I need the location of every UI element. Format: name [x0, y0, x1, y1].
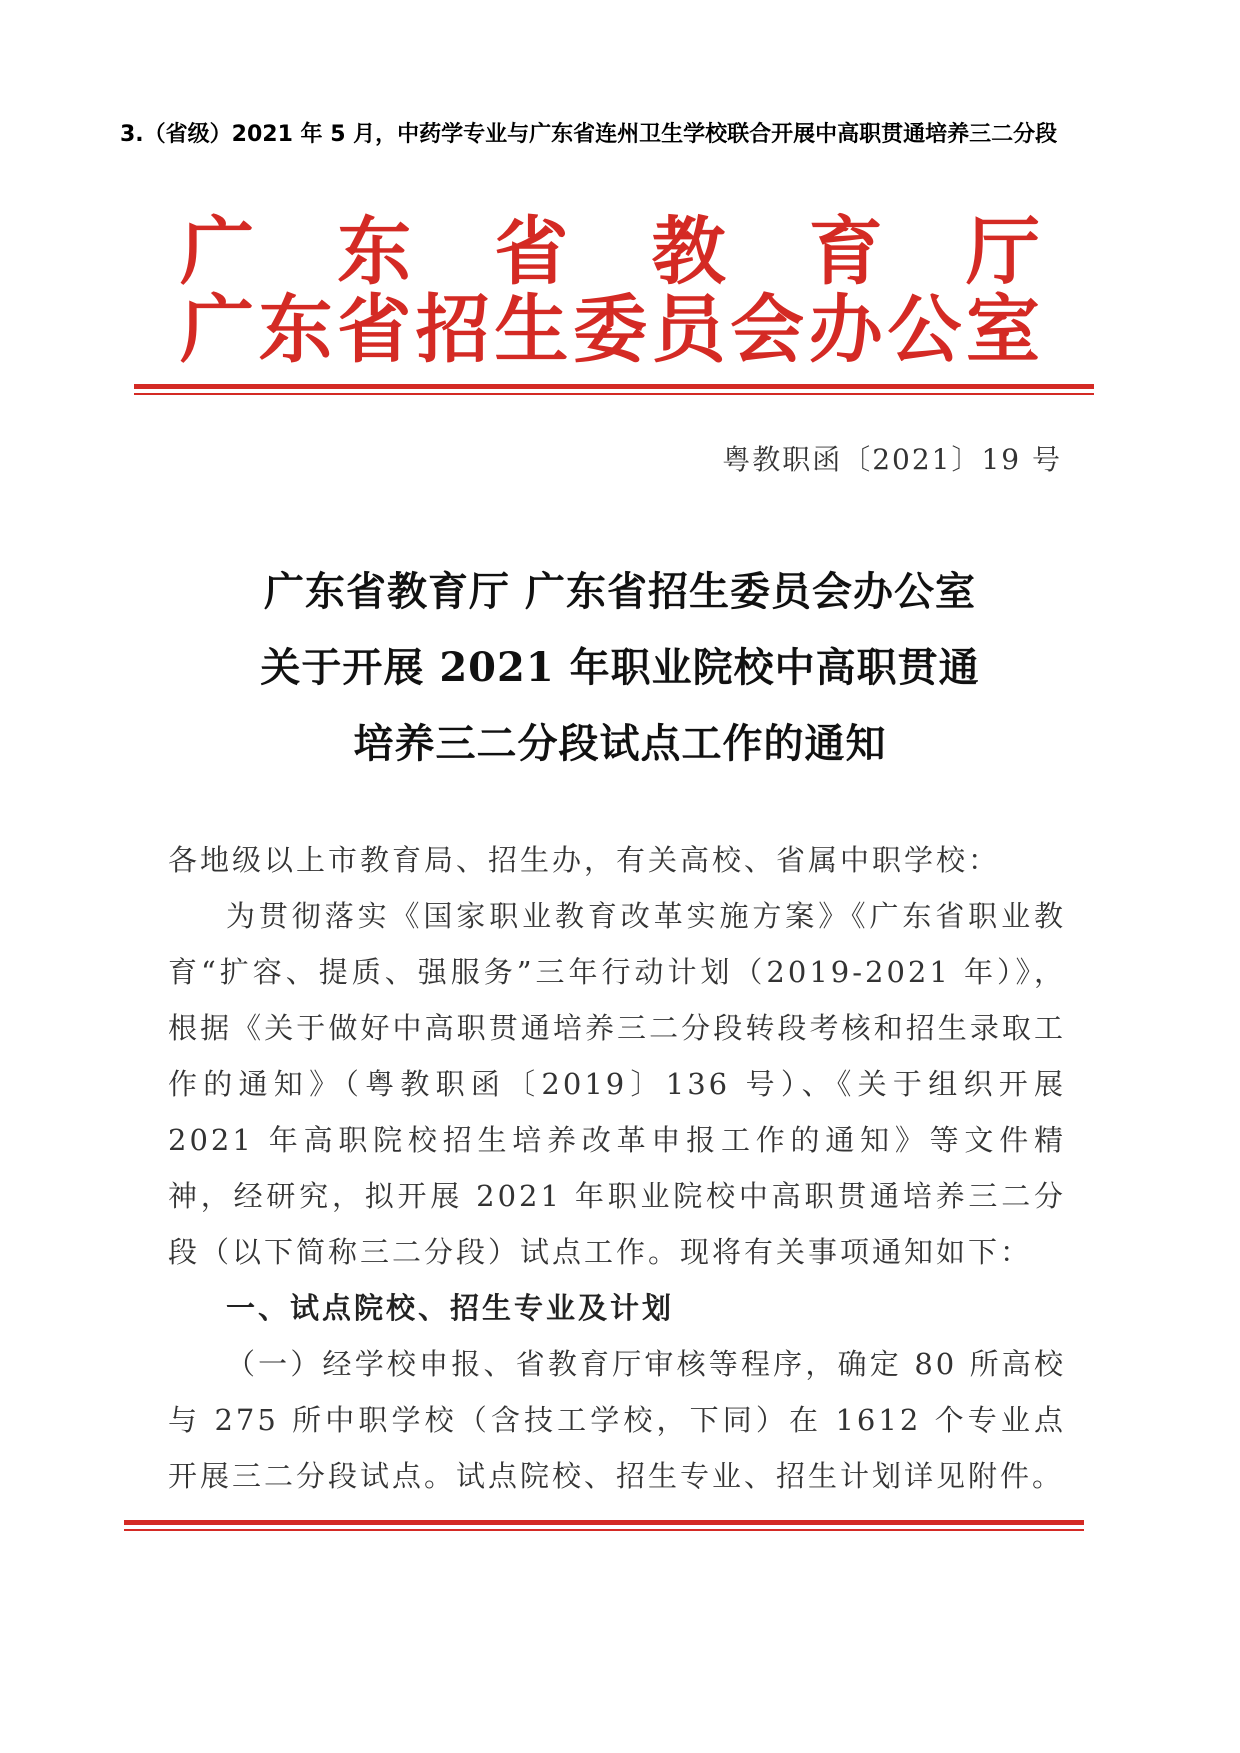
notice-body [168, 832, 1066, 1504]
letterhead-char: 育 [808, 209, 883, 295]
salutation: 各地级以上市教育局、招生办，有关高校、省属中职学校： [168, 843, 1001, 877]
letterhead-char: 生 [494, 287, 569, 373]
letterhead-char: 员 [651, 287, 726, 373]
letterhead-char: 广 [180, 209, 254, 295]
section-heading-1: 一、试点院校、招生专业及计划 [226, 1291, 675, 1325]
letterhead-char: 委 [572, 287, 647, 373]
notice-title-line-3: 培养三二分段试点工作的通知 [353, 720, 887, 767]
letterhead-char: 东 [337, 209, 412, 295]
letterhead-char: 教 [651, 209, 726, 295]
letterhead-char: 会 [730, 287, 805, 373]
page-caption: 3.（省级）2021 年 5 月，中药学专业与广东省连州卫生学校联合开展中高职贯通培养三二分段 [120, 122, 1058, 147]
letterhead-char: 室 [965, 287, 1040, 373]
header-red-rule-thin [134, 393, 1094, 395]
letterhead-char: 东 [258, 287, 333, 373]
letterhead-char: 省 [494, 209, 569, 295]
letterhead-line-1 [180, 209, 1040, 295]
document-number: 粤教职函〔2021〕19 号 [722, 443, 1062, 476]
footer-red-rule [124, 1520, 1084, 1525]
letterhead-char: 省 [337, 287, 412, 373]
notice-title-line-2: 关于开展 2021 年职业院校中高职贯通 [260, 644, 980, 691]
letterhead-char: 公 [887, 287, 962, 373]
letterhead-char: 厅 [965, 209, 1040, 295]
notice-title-line-1: 广东省教育厅 广东省招生委员会办公室 [264, 568, 976, 615]
footer-red-rule-thin [124, 1529, 1084, 1531]
paragraph-2: （一）经学校申报、省教育厅审核等程序，确定 80 所高校与 275 所中职学校（含技工学校，下同）在 1612 个专业点开展三二分段试点。试点院校、招生专业、招生计划详见附件。 [168, 1347, 1066, 1493]
letterhead-char: 招 [415, 287, 490, 373]
letterhead-line-2 [180, 287, 1040, 373]
paragraph-1: 为贯彻落实《国家职业教育改革实施方案》《广东省职业教育“扩容、提质、强服务”三年行动计划（2019-2021 年）》，根据《关于做好中高职贯通培养三二分段转段考核和招生录取工作的通知》（粤教职函〔2019〕136 号）、《关于组织开展 2021 年高职院校招生培养改革申报工作的通知》等文件精神，经研究，拟开展 2021 年职业院校中高职贯通培养三二分段（以下简称三二分段）试点工作。现将有关事项通知如下： [168, 899, 1066, 1269]
header-red-rule [134, 384, 1094, 389]
letterhead-char: 办 [808, 287, 883, 373]
letterhead-char: 广 [180, 287, 254, 373]
